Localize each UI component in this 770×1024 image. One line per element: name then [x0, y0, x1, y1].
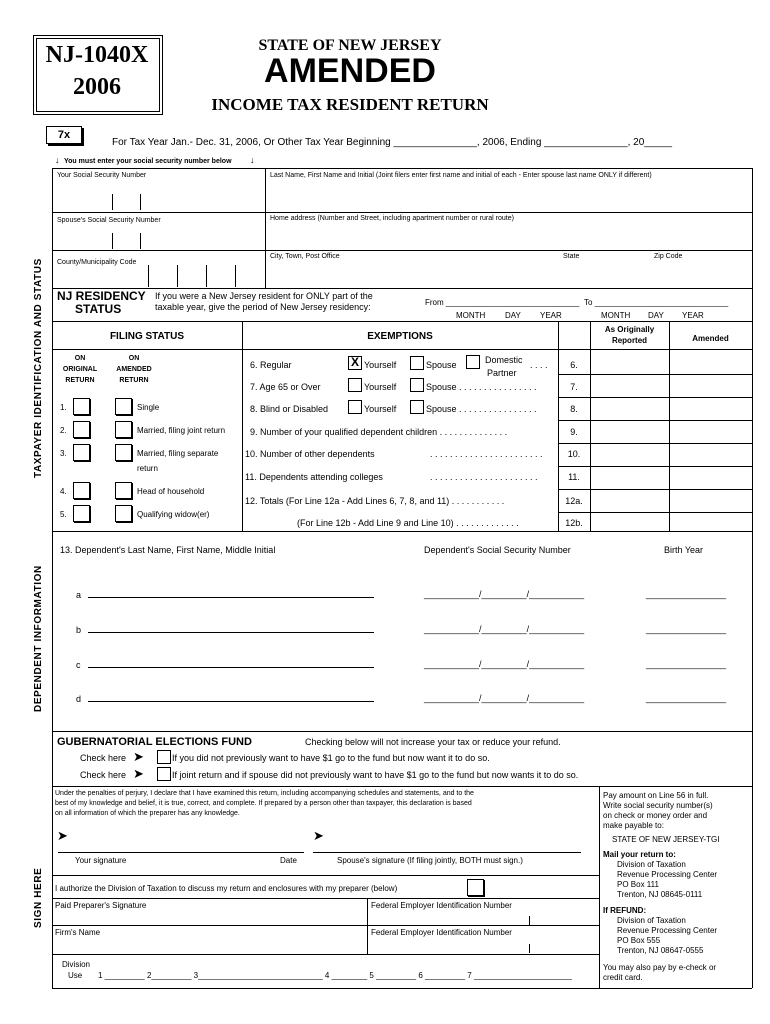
line-9-amended[interactable]	[670, 421, 751, 442]
divider	[52, 250, 752, 251]
ssn-tick	[140, 194, 141, 210]
line-11-num: 11.	[568, 472, 580, 482]
city-field[interactable]	[268, 262, 558, 286]
arrow-down-icon: ↓	[55, 155, 60, 165]
spouse-checkbox-7[interactable]	[410, 378, 424, 392]
county-tick	[148, 265, 149, 287]
echeck-line-2: credit card.	[603, 973, 643, 982]
fein-label-2: Federal Employer Identification Number	[371, 928, 512, 937]
line-6-amended[interactable]	[670, 351, 751, 373]
residency-from[interactable]: From ______________________________	[425, 298, 580, 307]
line-7-label: 7. Age 65 or Over	[250, 382, 321, 392]
frame-right	[752, 168, 753, 988]
line-7-amended[interactable]	[670, 375, 751, 396]
line-9-label: 9. Number of your qualified dependent children . . . . . . . . . . . . . .	[250, 427, 508, 437]
preparer-label: Paid Preparer's Signature	[55, 901, 147, 910]
from-day: DAY	[505, 311, 521, 320]
check-here-2: Check here	[80, 770, 127, 780]
from-month: MONTH	[456, 311, 486, 320]
on-amended: ON	[128, 355, 140, 362]
orig-header: As Originally	[604, 325, 655, 334]
divider	[52, 786, 752, 787]
elections-title: GUBERNATORIAL ELECTIONS FUND	[57, 736, 252, 748]
taxpayer-side-label: TAXPAYER IDENTIFICATION AND STATUS	[33, 258, 44, 478]
elections-checkbox-2[interactable]	[157, 767, 171, 781]
line-12a-original[interactable]	[591, 490, 668, 511]
refund-line-3: PO Box 555	[617, 936, 661, 945]
filing-num-4: 4.	[60, 487, 67, 496]
line-12a-num: 12a.	[565, 496, 583, 506]
dependent-side-label: DEPENDENT INFORMATION	[33, 565, 44, 712]
yourself-checkbox-8[interactable]	[348, 400, 362, 414]
spouse-ssn-field[interactable]	[55, 225, 260, 249]
dependent-birth-c[interactable]: ________________	[646, 659, 727, 669]
declaration-2: best of my knowledge and belief, it is true, correct, and complete. If prepared by a person other than taxpayer, this declaration is based	[55, 800, 472, 807]
frame-bottom	[52, 988, 752, 989]
divider	[242, 321, 243, 531]
birth-year-header: Birth Year	[664, 545, 704, 555]
ssn-field[interactable]	[55, 180, 260, 210]
domestic-partner-checkbox[interactable]	[466, 355, 480, 369]
to-year: YEAR	[682, 311, 704, 320]
elections-line-2: If joint return and if spouse did not previously want to have $1 go to the fund but now wants it to do so.	[172, 770, 579, 780]
filing-amended-checkbox-1[interactable]	[115, 398, 132, 415]
to-day: DAY	[648, 311, 664, 320]
refund-line-4: Trenton, NJ 08647-0555	[617, 946, 704, 955]
line-11-label: 11. Dependents attending colleges	[245, 472, 383, 482]
filing-original-checkbox-1[interactable]	[73, 398, 90, 415]
sign-side-label: SIGN HERE	[33, 867, 44, 928]
spouse-label-6: Spouse	[426, 360, 457, 370]
filing-original-checkbox-2[interactable]	[73, 421, 90, 438]
line-8-label: 8. Blind or Disabled	[250, 404, 329, 414]
line-6-label: 6. Regular	[250, 360, 292, 370]
filing-status-header: FILING STATUS	[109, 331, 185, 342]
check-here-1: Check here	[80, 753, 127, 763]
residency-text-2: taxable year, give the period of New Jersey residency:	[155, 302, 371, 312]
amended-header: Amended	[692, 334, 729, 343]
form-code: NJ-1040X	[45, 42, 149, 68]
line-8-original[interactable]	[591, 398, 668, 419]
line-10-label: 10. Number of other dependents	[245, 449, 375, 459]
line-12b-label: (For Line 12b - Add Line 9 and Line 10) . . . . . . . . . . . . .	[297, 518, 519, 528]
divider	[52, 925, 599, 926]
line-7-original[interactable]	[591, 375, 668, 396]
filing-amended-checkbox-5[interactable]	[115, 505, 132, 522]
spouse-ssn-label: Spouse's Social Security Number	[57, 217, 161, 224]
residency-text: If you were a New Jersey resident for ONLY part of the	[155, 291, 373, 301]
name-label: Last Name, First Name and Initial (Joint filers enter first name and initial of each - Enter spouse last name ONLY if different)	[270, 172, 652, 179]
filing-label-3: Married, filing separate	[137, 449, 219, 458]
county-label: County/Municipality Code	[57, 259, 137, 266]
residency-title: NJ RESIDENCY	[57, 289, 146, 303]
form-badge: 7x	[46, 126, 82, 144]
address-label: Home address (Number and Street, including apartment number or rural route)	[270, 215, 514, 222]
arrow-right-icon: ➤	[313, 828, 324, 843]
arrow-down-icon: ↓	[250, 155, 255, 165]
filing-original-checkbox-3[interactable]	[73, 444, 90, 461]
dots-10: . . . . . . . . . . . . . . . . . . . . . . .	[430, 449, 543, 459]
elections-checkbox-1[interactable]	[157, 750, 171, 764]
partner-label: Partner	[487, 368, 517, 378]
dependent-ssn-header: Dependent's Social Security Number	[424, 545, 571, 555]
firm-name-field[interactable]	[55, 938, 365, 952]
exemptions-header: EXEMPTIONS	[367, 331, 433, 342]
ssn-tick	[140, 233, 141, 249]
dependent-name-a[interactable]	[88, 597, 374, 598]
yourself-checkbox-7[interactable]	[348, 378, 362, 392]
state-label: State	[563, 253, 580, 260]
dependent-ssn-b[interactable]: ___________/_________/___________	[424, 624, 585, 634]
elections-note: Checking below will not increase your tax or reduce your refund.	[305, 737, 561, 747]
form-year: 2006	[73, 74, 121, 100]
name-field[interactable]	[268, 180, 748, 210]
line-6-original[interactable]	[591, 351, 668, 373]
dependent-row-a: a	[76, 590, 82, 600]
line-11-amended[interactable]	[670, 467, 751, 488]
residency-to[interactable]: To ______________________________	[584, 298, 729, 307]
domestic-label: Domestic	[485, 355, 523, 365]
dependent-name-c[interactable]	[88, 667, 374, 668]
zip-field[interactable]	[650, 262, 748, 286]
fein-label: Federal Employer Identification Number	[371, 901, 512, 910]
address-field[interactable]	[268, 224, 748, 248]
division-label: Division	[62, 960, 91, 969]
orig-header-2: Reported	[611, 336, 648, 345]
yourself-label-6: Yourself	[364, 360, 397, 370]
line-7-num: 7.	[570, 382, 578, 392]
line-9-original[interactable]	[591, 421, 668, 442]
county-tick	[206, 265, 207, 287]
divider	[367, 898, 368, 954]
state-title: STATE OF NEW JERSEY	[258, 37, 442, 54]
x-mark-icon: X	[350, 355, 359, 369]
line-12b-num: 12b.	[565, 518, 583, 528]
spouse-checkbox-6[interactable]	[410, 356, 424, 370]
filing-amended-checkbox-4[interactable]	[115, 482, 132, 499]
filing-num-5: 5.	[60, 510, 67, 519]
dependent-header: 13. Dependent's Last Name, First Name, Middle Initial	[60, 545, 276, 555]
mail-heading: Mail your return to:	[603, 850, 676, 859]
fein-field[interactable]	[370, 911, 595, 925]
dependent-birth-b[interactable]: ________________	[646, 624, 727, 634]
fein-tick	[529, 944, 530, 953]
divider	[52, 531, 752, 532]
line-10-original[interactable]	[591, 444, 668, 465]
refund-line-1: Division of Taxation	[617, 916, 686, 925]
to-month: MONTH	[601, 311, 631, 320]
line-12b-amended[interactable]	[670, 513, 751, 530]
dependent-ssn-c[interactable]: ___________/_________/___________	[424, 659, 585, 669]
payee: STATE OF NEW JERSEY-TGI	[612, 835, 720, 844]
state-field[interactable]	[560, 262, 645, 286]
residency-title-2: STATUS	[75, 302, 122, 316]
your-signature-line[interactable]	[58, 852, 304, 853]
mail-line-1: Division of Taxation	[617, 860, 686, 869]
filing-num-3: 3.	[60, 449, 67, 458]
divider	[52, 212, 752, 213]
filing-num-2: 2.	[60, 426, 67, 435]
dependent-name-d[interactable]	[88, 701, 374, 702]
payment-line-4: make payable to:	[603, 821, 664, 830]
filing-original-checkbox-4[interactable]	[73, 482, 90, 499]
yourself-label-7: Yourself	[364, 382, 397, 392]
divider	[599, 786, 600, 988]
filing-amended-checkbox-3[interactable]	[115, 444, 132, 461]
firm-label: Firm's Name	[55, 928, 101, 937]
county-tick	[177, 265, 178, 287]
yourself-label-8: Yourself	[364, 404, 397, 414]
return-label: RETURN	[65, 377, 95, 384]
arrow-right-icon: ➤	[133, 749, 144, 764]
authorize-checkbox[interactable]	[467, 879, 484, 896]
spouse-label-8: Spouse . . . . . . . . . . . . . . . .	[426, 404, 537, 414]
dependent-row-c: c	[76, 660, 81, 670]
filing-label-3b: return	[137, 464, 158, 473]
fein-tick	[529, 916, 530, 925]
frame-top	[52, 168, 752, 169]
mail-line-2: Revenue Processing Center	[617, 870, 718, 879]
payment-line-2: Write social security number(s)	[603, 801, 713, 810]
spouse-label-7: Spouse . . . . . . . . . . . . . . . .	[426, 382, 537, 392]
form-subtitle: INCOME TAX RESIDENT RETURN	[211, 95, 489, 114]
dependent-birth-d[interactable]: ________________	[646, 693, 727, 703]
declaration-3: on all information of which the preparer has any knowledge.	[55, 810, 240, 817]
line-12a-label: 12. Totals (For Line 12a - Add Lines 6, 7, 8, and 11) . . . . . . . . . . .	[245, 496, 505, 506]
city-label: City, Town, Post Office	[270, 253, 340, 260]
from-year: YEAR	[540, 311, 562, 320]
spouse-signature-line[interactable]	[313, 852, 581, 853]
your-signature-label: Your signature	[75, 856, 127, 865]
ssn-notice: You must enter your social security number below	[64, 158, 232, 165]
payment-line-3: on check or money order and	[603, 811, 708, 820]
spouse-signature-label: Spouse's signature (If filing jointly, BOTH must sign.)	[337, 856, 523, 865]
echeck-line-1: You may also pay by e-check or	[603, 963, 717, 972]
filing-label-1: Single	[137, 403, 160, 412]
dependent-ssn-a[interactable]: ___________/_________/___________	[424, 589, 585, 599]
elections-line-1: If you did not previously want to have $1 go to the fund but now want it to do so.	[172, 753, 490, 763]
ssn-tick	[112, 194, 113, 210]
line-8-num: 8.	[570, 404, 578, 414]
line-6-num: 6.	[570, 360, 578, 370]
filing-num-1: 1.	[60, 403, 67, 412]
amended-title: AMENDED	[264, 52, 436, 90]
original-label: ORIGINAL	[62, 366, 98, 373]
county-tick	[235, 265, 236, 287]
filing-label-4: Head of household	[137, 487, 205, 496]
line-12b-original[interactable]	[591, 513, 668, 530]
divider	[52, 321, 752, 322]
frame-left	[52, 168, 53, 988]
return-label-2: RETURN	[119, 377, 149, 384]
payment-line-1: Pay amount on Line 56 in full.	[603, 791, 709, 800]
dependent-row-b: b	[76, 625, 82, 635]
line-12a-amended[interactable]	[670, 490, 751, 511]
filing-label-5: Qualifying widow(er)	[137, 510, 210, 519]
on-original: ON	[74, 355, 86, 362]
divider	[52, 349, 752, 350]
divider	[265, 168, 266, 288]
arrow-right-icon: ➤	[57, 828, 68, 843]
line-8-amended[interactable]	[670, 398, 751, 419]
mail-line-4: Trenton, NJ 08645-0111	[617, 890, 703, 899]
line-11-original[interactable]	[591, 467, 668, 488]
spouse-checkbox-8[interactable]	[410, 400, 424, 414]
refund-heading: If REFUND:	[603, 906, 647, 915]
dots-6: . . . .	[530, 360, 548, 370]
use-label: Use	[68, 971, 83, 980]
divider	[52, 288, 752, 289]
filing-label-2: Married, filing joint return	[137, 426, 226, 435]
yourself-checkbox-6[interactable]	[348, 356, 362, 370]
dependent-ssn-d[interactable]: ___________/_________/___________	[424, 693, 585, 703]
declaration-1: Under the penalties of perjury, I declare that I have examined this return, including accompanying schedules and statements, and to the	[55, 790, 474, 797]
date-label: Date	[280, 856, 297, 865]
divider	[52, 954, 599, 955]
refund-line-2: Revenue Processing Center	[617, 926, 718, 935]
dependent-birth-a[interactable]: ________________	[646, 589, 727, 599]
zip-label: Zip Code	[654, 253, 683, 260]
ssn-tick	[112, 233, 113, 249]
division-use-fields: 1 _________ 2_________ 3____________________________ 4 ________ 5 _________ 6 _________ 7 ______________________	[98, 971, 572, 980]
dots-11: . . . . . . . . . . . . . . . . . . . . . .	[430, 472, 538, 482]
line-10-num: 10.	[567, 449, 581, 459]
tax-year-line: For Tax Year Jan.- Dec. 31, 2006, Or Other Tax Year Beginning _______________, 2006, Ending _______________, 20_____	[112, 137, 673, 148]
dependent-row-d: d	[76, 694, 82, 704]
mail-line-3: PO Box 111	[617, 880, 659, 889]
amended-label: AMENDED	[116, 366, 152, 373]
line-9-num: 9.	[570, 427, 578, 437]
preparer-signature-field[interactable]	[55, 911, 365, 925]
fein-field-2[interactable]	[370, 938, 595, 952]
arrow-right-icon: ➤	[133, 766, 144, 781]
divider	[52, 898, 599, 899]
dependent-name-b[interactable]	[88, 632, 374, 633]
filing-original-checkbox-5[interactable]	[73, 505, 90, 522]
authorize-text: I authorize the Division of Taxation to discuss my return and enclosures with my preparer (below)	[55, 884, 398, 893]
divider	[52, 731, 752, 732]
line-10-amended[interactable]	[670, 444, 751, 465]
ssn-label: Your Social Security Number	[57, 172, 147, 179]
divider	[52, 875, 599, 876]
filing-amended-checkbox-2[interactable]	[115, 421, 132, 438]
